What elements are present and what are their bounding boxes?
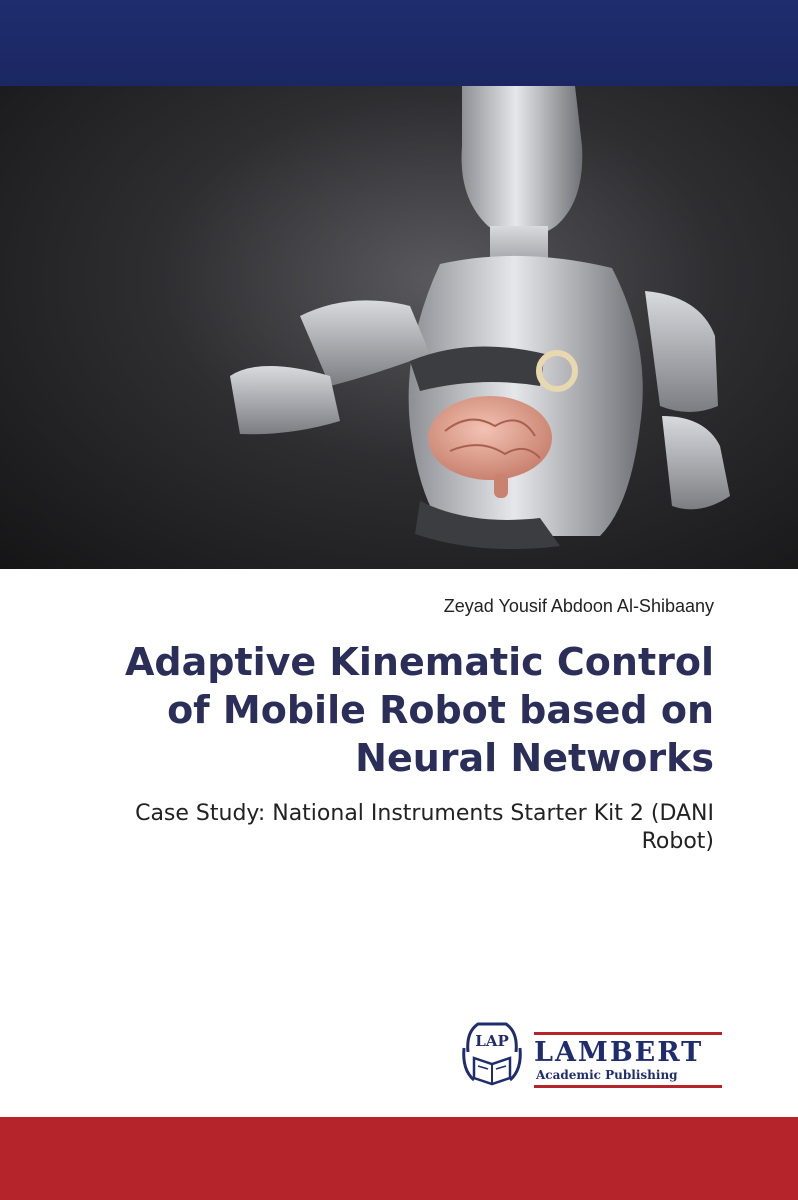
publisher-logo [458, 1018, 724, 1090]
publisher-subline: Academic Publishing [536, 1068, 678, 1082]
lap-emblem-text: LAP [475, 1032, 509, 1050]
top-color-band [0, 0, 798, 86]
publisher-rule-bottom [534, 1085, 722, 1088]
publisher-rule-top [534, 1032, 722, 1035]
book-title: Adaptive Kinematic Control of Mobile Robot based on Neural Networks [125, 640, 714, 780]
cover-illustration [0, 86, 798, 569]
book-author: Zeyad Yousif Abdoon Al-Shibaany [443, 596, 714, 616]
book-subtitle: Case Study: National Instruments Starter Kit 2 (DANI Robot) [135, 801, 714, 854]
bottom-color-band [0, 1117, 798, 1200]
lap-emblem-icon [458, 1018, 526, 1090]
publisher-name: LAMBERT [534, 1037, 704, 1068]
